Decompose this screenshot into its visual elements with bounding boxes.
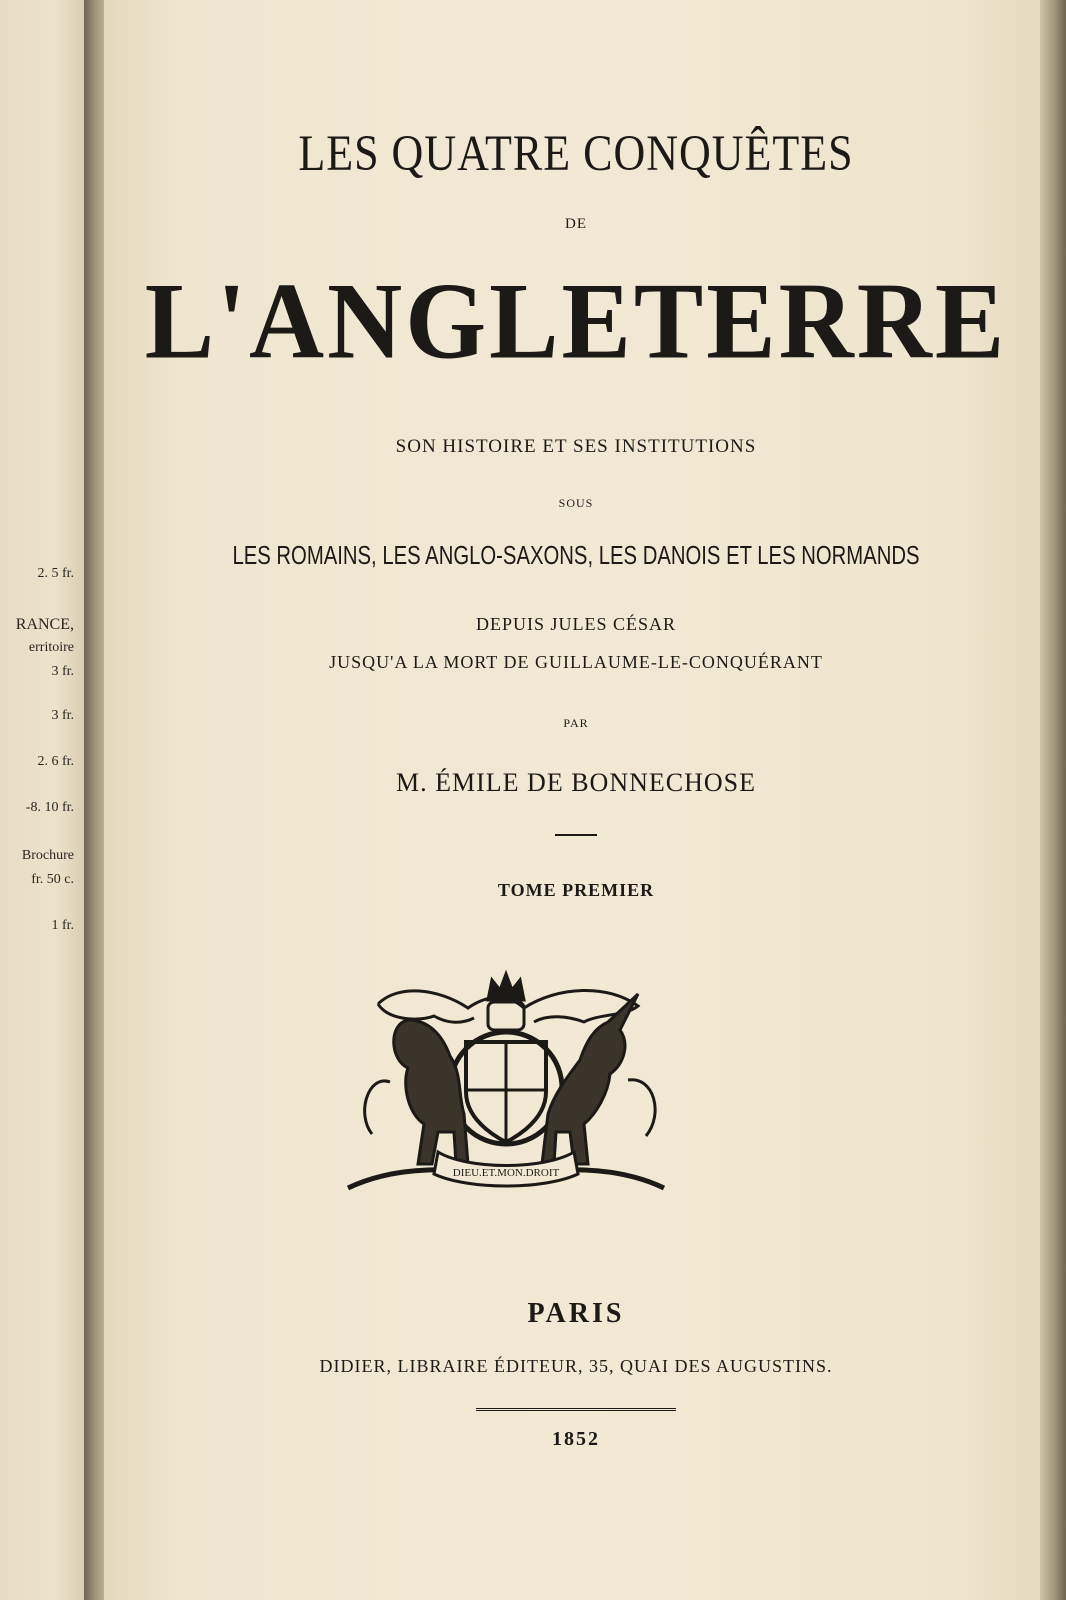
facing-page-line: 2. 5 fr. bbox=[37, 566, 74, 581]
motto-text: DIEU.ET.MON.DROIT bbox=[452, 1167, 560, 1179]
title-connector: DE bbox=[565, 216, 587, 232]
peoples-line: LES ROMAINS, LES ANGLO-SAXONS, LES DANOIS ET LES NORMANDS bbox=[232, 540, 920, 570]
publication-year: 1852 bbox=[552, 1428, 600, 1450]
facing-page-line: 1 fr. bbox=[51, 918, 74, 933]
by-label: PAR bbox=[563, 716, 589, 730]
facing-page bbox=[0, 0, 92, 1600]
facing-page-line: 3 fr. bbox=[51, 664, 74, 679]
period-start: DEPUIS JULES CÉSAR bbox=[475, 614, 677, 634]
city: PARIS bbox=[527, 1298, 625, 1329]
royal-coat-of-arms-icon bbox=[338, 964, 674, 1212]
subtitle-connector: SOUS bbox=[558, 496, 594, 510]
facing-page-line: fr. 50 c. bbox=[31, 872, 74, 887]
subtitle: SON HISTOIRE ET SES INSTITUTIONS bbox=[395, 436, 757, 457]
facing-page-line: Brochure bbox=[21, 848, 74, 863]
facing-page-line: RANCE, bbox=[15, 616, 74, 633]
volume-label: TOME PREMIER bbox=[497, 880, 655, 900]
facing-page-line: erritoire bbox=[28, 640, 74, 655]
title-line-1: LES QUATRE CONQUÊTES bbox=[298, 125, 854, 182]
facing-page-line: -8. 10 fr. bbox=[25, 800, 74, 815]
publisher: DIDIER, LIBRAIRE ÉDITEUR, 35, QUAI DES AUGUSTINS. bbox=[319, 1356, 833, 1376]
short-rule bbox=[104, 834, 1048, 836]
main-title: L'ANGLETERRE bbox=[144, 261, 1008, 382]
period-end: JUSQU'A LA MORT DE GUILLAUME-LE-CONQUÉRANT bbox=[329, 652, 823, 672]
double-rule bbox=[104, 1408, 1048, 1412]
author-name: M. ÉMILE DE BONNECHOSE bbox=[396, 768, 756, 797]
facing-page-line: 3 fr. bbox=[51, 708, 74, 723]
facing-page-line: 2. 6 fr. bbox=[37, 754, 74, 769]
